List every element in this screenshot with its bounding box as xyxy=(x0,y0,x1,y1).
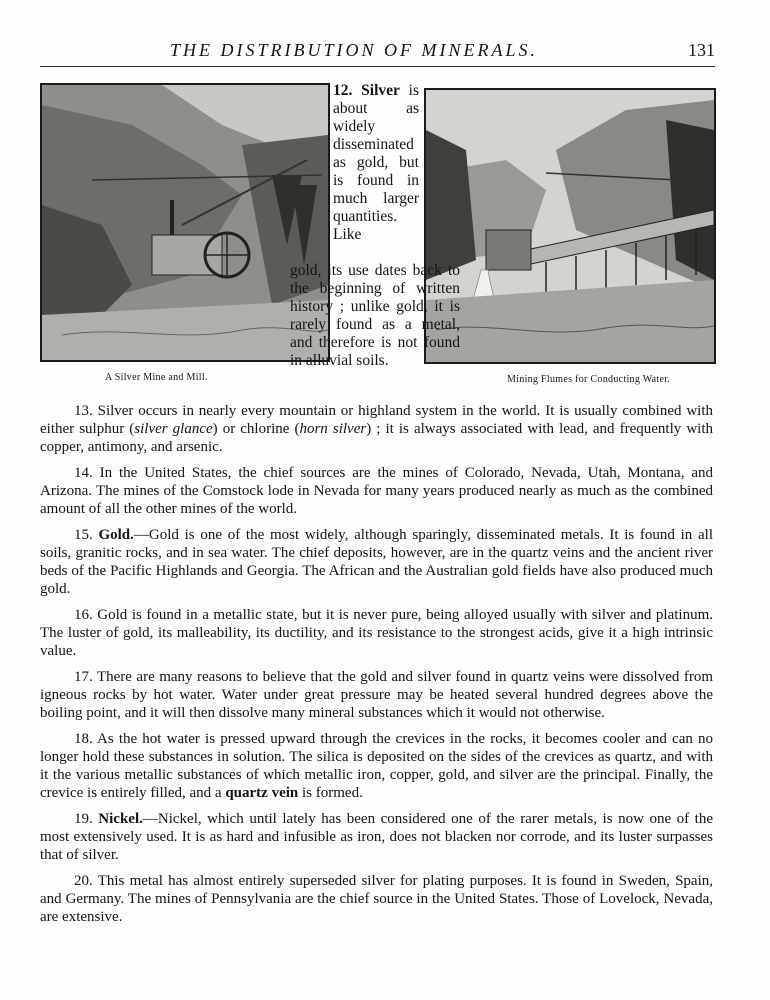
paragraph-number: 19. xyxy=(74,811,93,827)
paragraph-text: gold, its use dates back to the beginning of written history ; unlike gold, it is rarely found as a metal, and therefore is not found in alluvial soils. xyxy=(290,262,460,369)
paragraph-14: 14. In the United States, the chief sources are the mines of Colorado, Nevada, Utah, Montana, and Arizona. The mines of the Comstock lode in Nevada for many years produced nearly as much as the combined amount of all the other mines of the world. xyxy=(40,465,713,517)
silver-mine-illustration xyxy=(40,83,330,362)
paragraph-17: 17. There are many reasons to believe that the gold and silver found in quartz veins were dissolved from igneous rocks by hot water. Water under great pressure may be heated several hundred degrees above the boiling point, and it will then dissolve many mineral substances which it would not otherwise. xyxy=(40,669,713,721)
text-run: —Nickel, which until lately has been considered one of the rarer metals, is now one of the most extensively used. It is as hard and infusible as iron, does not blacken nor corrode, and its luster surpasses that of silver. xyxy=(40,811,714,863)
text-run: ) or chlorine ( xyxy=(212,421,300,437)
paragraph-number: 12. xyxy=(333,82,353,99)
right-figure-caption: Mining Flumes for Conducting Water. xyxy=(507,374,671,385)
text-run: is formed. xyxy=(298,785,363,801)
paragraph-12-upper xyxy=(333,82,419,244)
paragraph-text: is about as widely disseminated as gold, but is found in much larger quantities. Like xyxy=(333,82,419,243)
mining-flumes-illustration xyxy=(424,88,716,364)
paragraph-12-lower xyxy=(290,262,460,370)
term-horn-silver: horn silver xyxy=(299,421,367,437)
page-number: 131 xyxy=(688,40,715,60)
text-run: —Gold is one of the most widely, although sparingly, disseminated metals. It is found in all soils, granitic rocks, and in sea water. The chief deposits, however, are in the quartz veins and the ancient river beds of the Pacific Highlands and Georgia. The African and the Australian gold fields have also produced much gold. xyxy=(40,527,713,597)
paragraph-20: 20. This metal has almost entirely superseded silver for plating purposes. It is found in Sweden, Spain, and Germany. The mines of Pennsylvania are the chief source in the United States. Those of Lovelock, Nevada, are extensive. xyxy=(40,873,713,925)
body-text xyxy=(40,402,713,934)
header-rule xyxy=(40,66,715,67)
paragraph-15 xyxy=(40,526,713,598)
paragraph-19 xyxy=(40,810,713,864)
paragraph-18 xyxy=(40,730,713,802)
paragraph-16: 16. Gold is found in a metallic state, but it is never pure, being alloyed usually with silver and platinum. The luster of gold, its malleability, its ductility, and its resistance to the strongest acids, give it a high intrinsic value. xyxy=(40,607,713,659)
running-title: THE DISTRIBUTION OF MINERALS. xyxy=(170,40,538,60)
text-run: ) ; it is always associated with lead, and frequently with copper, antimony, and arsenic. xyxy=(40,421,713,455)
left-figure-caption: A Silver Mine and Mill. xyxy=(105,372,208,383)
paragraph-13 xyxy=(40,402,713,456)
paragraph-number: 15. xyxy=(74,527,93,543)
text-run: 18. As the hot water is pressed upward through the crevices in the rocks, it becomes cooler and can no longer hold these substances in solution. The silica is deposited on the sides of the crevices as quartz, and with it the various metallic substances of which metallic iron, copper, gold, and silver are the principal. Finally, the crevice is entirely filled, and a xyxy=(40,731,713,801)
page-header xyxy=(40,34,715,68)
section-heading-gold: Gold. xyxy=(98,527,134,543)
term-quartz-vein: quartz vein xyxy=(225,785,299,801)
term-silver-glance: silver glance xyxy=(134,421,213,437)
section-heading-nickel: Nickel. xyxy=(98,811,143,827)
section-heading-silver: Silver xyxy=(361,82,400,99)
text-run: 13. Silver occurs in nearly every mountain or highland system in the world. It is usually combined with either sulphur ( xyxy=(40,403,713,437)
